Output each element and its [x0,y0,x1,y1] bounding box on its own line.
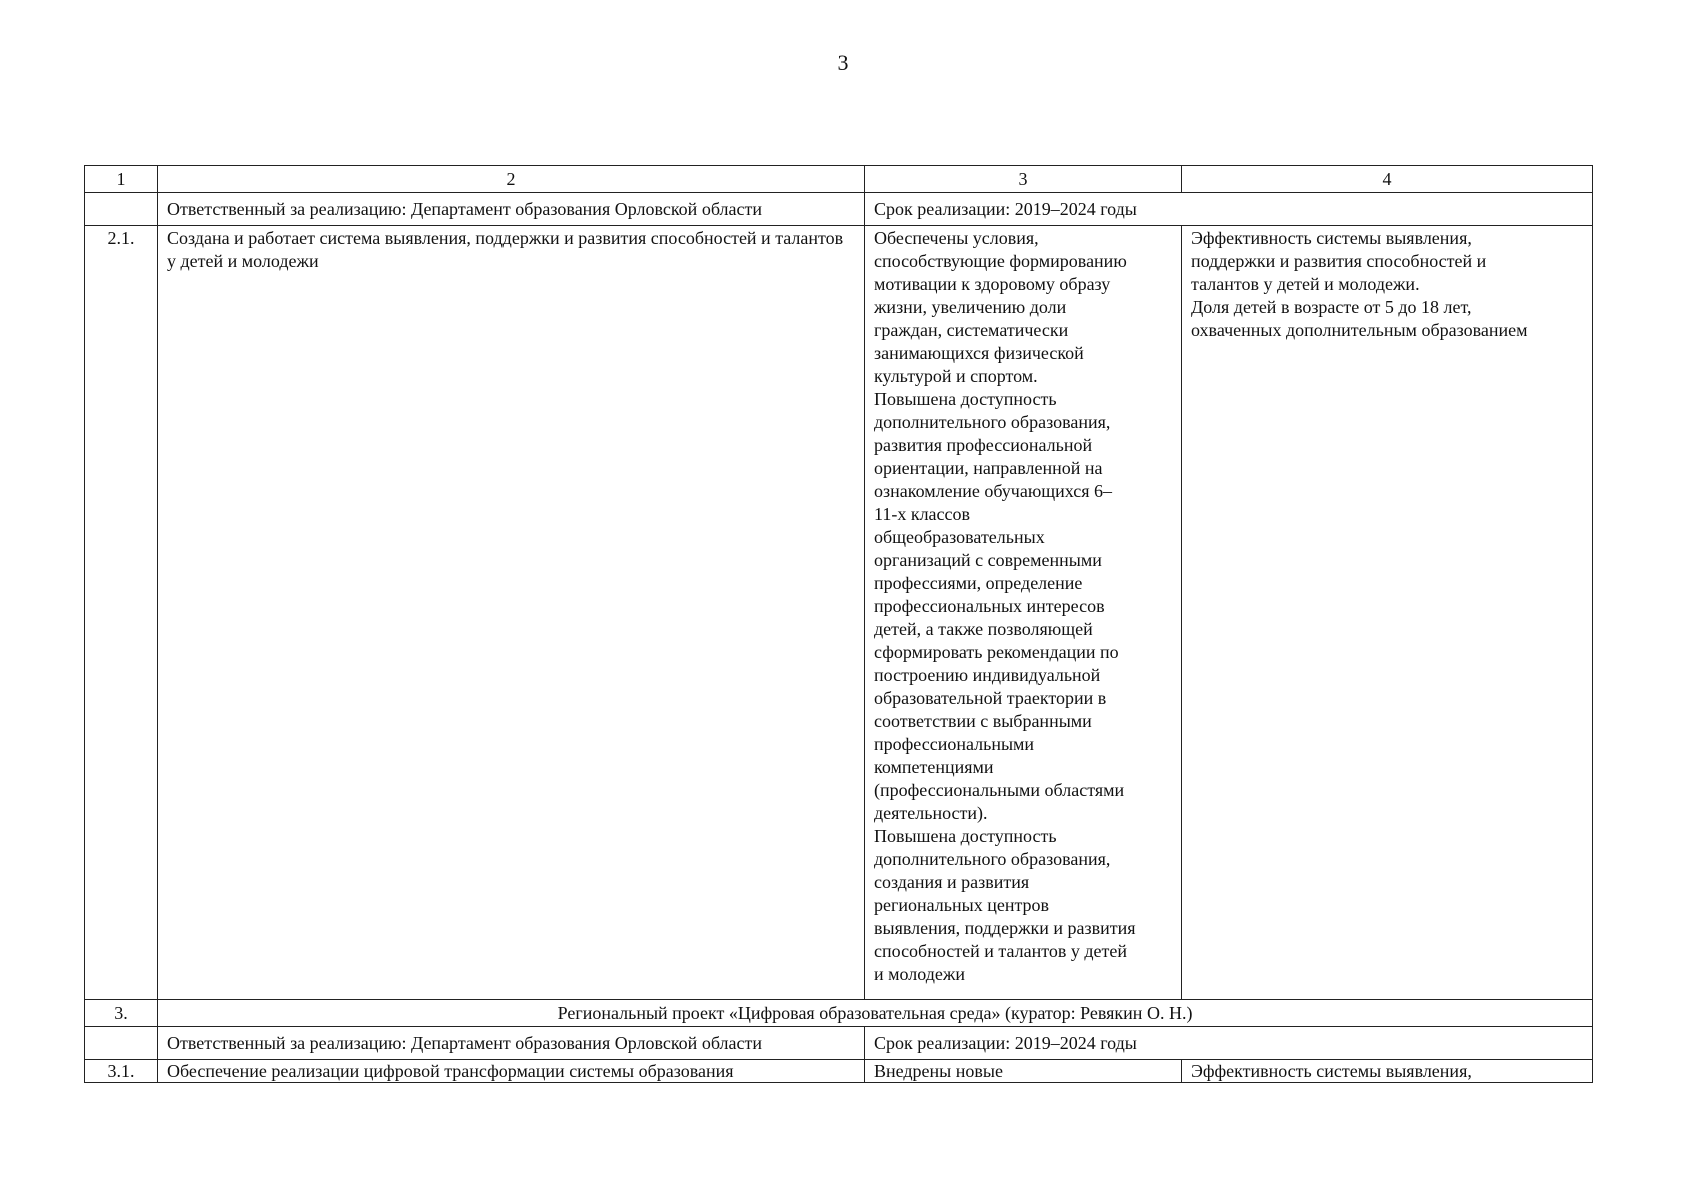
result-text-line: мотивации к здоровому образу [874,274,1111,294]
project-table [84,165,1593,1083]
result-text-line: ознакомление обучающихся 6– [874,481,1113,501]
table-header-row [85,166,1593,193]
responsible-text: Ответственный за реализацию: Департамент образования Орловской области [158,193,865,226]
result-text-line: жизни, увеличению доли [874,297,1067,317]
result-text-line: Обеспечены условия, [874,228,1039,248]
result-text-line: региональных центров [874,895,1050,915]
section-3-meta-row [85,1027,1593,1060]
result-text-line: развития профессиональной [874,435,1093,455]
result-text-line: способностей и талантов у детей [874,941,1128,961]
project-number: 3. [85,1000,158,1027]
table-row-2-1 [85,226,1593,1000]
result-text-line: детей, а также позволяющей [874,619,1093,639]
result-text-line: 11-х классов [874,504,971,524]
result-text-line: Повышена доступность [874,826,1057,846]
result-text [865,226,1182,1000]
section-2-meta-row [85,193,1593,226]
result-text-line: построению индивидуальной [874,665,1101,685]
result-text-line: сформировать рекомендации по [874,642,1119,662]
indicator-text [1182,226,1593,1000]
result-text-line: профессиями, определение [874,573,1083,593]
result-text-line: организаций с современными [874,550,1102,570]
row-number: 3.1. [85,1060,158,1083]
term-text: Срок реализации: 2019–2024 годы [865,1027,1593,1060]
result-text-line: Повышена доступность [874,389,1057,409]
task-text: Создана и работает система выявления, поддержки и развития способностей и талантов у детей и молодежи [158,226,865,1000]
result-text-line: (профессиональными областями [874,780,1125,800]
result-text-line: общеобразовательных [874,527,1045,547]
result-text-line: и молодежи [874,964,965,984]
result-text-line: занимающихся физической [874,343,1084,363]
indicator-text-line: поддержки и развития способностей и [1191,251,1487,271]
result-text-line: профессиональных интересов [874,596,1105,616]
result-text: Внедрены новые [865,1060,1182,1083]
column-header-3: 3 [865,166,1182,193]
result-text-line: дополнительного образования, [874,412,1111,432]
result-text-line: соответствии с выбранными [874,711,1092,731]
column-header-2: 2 [158,166,865,193]
project-title: Региональный проект «Цифровая образовательная среда» (куратор: Ревякин О. Н.) [158,1000,1593,1027]
empty-number-cell [85,193,158,226]
result-text-line: компетенциями [874,757,994,777]
indicator-text-line: охваченных дополнительным образованием [1191,320,1528,340]
result-text-line: деятельности). [874,803,988,823]
indicator-text: Эффективность системы выявления, [1182,1060,1593,1083]
result-text-line: образовательной траектории в [874,688,1107,708]
indicator-text-line: Эффективность системы выявления, [1191,228,1472,248]
project-3-row [85,1000,1593,1027]
page-number: 3 [837,50,849,75]
indicator-text-line: Доля детей в возрасте от 5 до 18 лет, [1191,297,1472,317]
term-text: Срок реализации: 2019–2024 годы [865,193,1593,226]
table-row-3-1 [85,1060,1593,1083]
result-text-line: создания и развития [874,872,1030,892]
result-text-line: граждан, систематически [874,320,1069,340]
column-header-4: 4 [1182,166,1593,193]
result-text-line: культурой и спортом. [874,366,1038,386]
task-text: Обеспечение реализации цифровой трансформации системы образования [158,1060,865,1083]
row-number: 2.1. [85,226,158,1000]
result-text-line: выявления, поддержки и развития [874,918,1136,938]
result-text-line: способствующие формированию [874,251,1127,271]
responsible-text: Ответственный за реализацию: Департамент образования Орловской области [158,1027,865,1060]
empty-number-cell [85,1027,158,1060]
column-header-1: 1 [85,166,158,193]
indicator-text-line: талантов у детей и молодежи. [1191,274,1420,294]
result-text-line: ориентации, направленной на [874,458,1103,478]
result-text-line: профессиональными [874,734,1035,754]
result-text-line: дополнительного образования, [874,849,1111,869]
